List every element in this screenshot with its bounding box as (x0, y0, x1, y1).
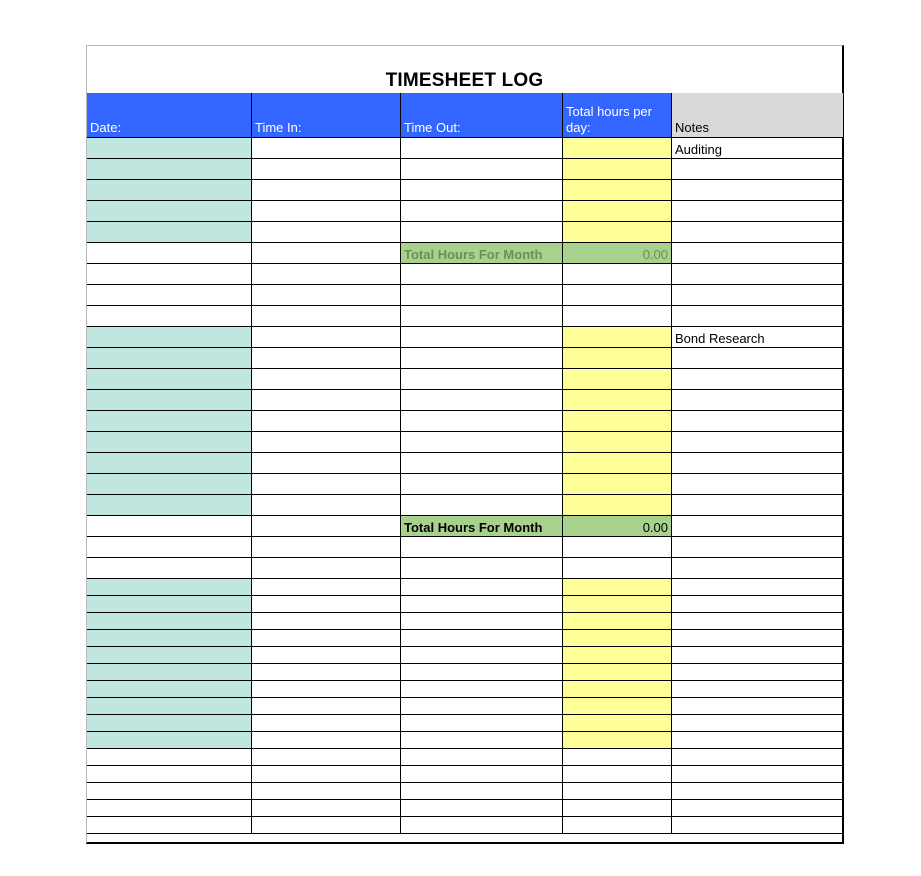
hours-cell[interactable] (563, 432, 672, 453)
notes-cell[interactable] (672, 613, 843, 630)
time-in-cell[interactable] (252, 264, 401, 285)
time-in-cell[interactable] (252, 537, 401, 558)
table-row (87, 390, 842, 411)
table-row (87, 348, 842, 369)
table-row (87, 138, 842, 159)
notes-cell[interactable] (672, 732, 843, 749)
hours-cell[interactable] (563, 285, 672, 306)
date-cell[interactable] (87, 630, 252, 647)
time-in-cell[interactable] (252, 201, 401, 222)
table-row (87, 630, 842, 647)
date-cell[interactable] (87, 180, 252, 201)
time-out-cell[interactable] (401, 817, 563, 834)
time-in-cell[interactable] (252, 495, 401, 516)
date-cell[interactable] (87, 348, 252, 369)
notes-cell[interactable] (672, 715, 843, 732)
hours-cell[interactable] (563, 664, 672, 681)
table-row (87, 432, 842, 453)
time-out-cell[interactable] (401, 348, 563, 369)
notes-cell[interactable] (672, 800, 843, 817)
hours-cell[interactable] (563, 558, 672, 579)
table-row (87, 783, 842, 800)
time-in-cell[interactable] (252, 411, 401, 432)
date-cell[interactable] (87, 783, 252, 800)
time-out-cell[interactable] (401, 613, 563, 630)
total-hours-header-label: Total hours per day: (566, 104, 652, 135)
notes-cell[interactable] (672, 579, 843, 596)
time-in-cell[interactable] (252, 516, 401, 537)
title-row (87, 46, 842, 93)
notes-cell[interactable] (672, 749, 843, 766)
notes-cell[interactable] (672, 159, 843, 180)
date-header (87, 93, 252, 138)
hours-cell[interactable] (563, 613, 672, 630)
notes-cell[interactable] (672, 180, 843, 201)
time-out-header (401, 93, 563, 138)
time-out-cell[interactable] (401, 647, 563, 664)
hours-cell[interactable] (563, 453, 672, 474)
notes-cell[interactable] (672, 664, 843, 681)
time-out-cell[interactable] (401, 306, 563, 327)
table-row (87, 306, 842, 327)
date-cell[interactable] (87, 749, 252, 766)
hours-cell[interactable] (563, 138, 672, 159)
time-in-cell[interactable] (252, 327, 401, 348)
notes-cell[interactable]: Bond Research (672, 327, 843, 348)
time-in-cell[interactable] (252, 474, 401, 495)
notes-cell[interactable] (672, 432, 843, 453)
time-in-cell[interactable] (252, 664, 401, 681)
table-row (87, 715, 842, 732)
date-cell[interactable] (87, 579, 252, 596)
notes-cell[interactable]: Auditing (672, 138, 843, 159)
table-row (87, 495, 842, 516)
time-in-cell[interactable] (252, 817, 401, 834)
table-row (87, 327, 842, 348)
table-row (87, 180, 842, 201)
time-out-cell[interactable] (401, 783, 563, 800)
time-in-cell[interactable] (252, 390, 401, 411)
table-row (87, 453, 842, 474)
date-cell[interactable] (87, 766, 252, 783)
date-cell[interactable] (87, 222, 252, 243)
time-out-cell[interactable] (401, 698, 563, 715)
hours-cell[interactable] (563, 474, 672, 495)
time-in-header (252, 93, 401, 138)
notes-cell[interactable] (672, 453, 843, 474)
hours-cell[interactable] (563, 306, 672, 327)
date-cell[interactable] (87, 474, 252, 495)
time-out-cell[interactable] (401, 558, 563, 579)
hours-cell[interactable] (563, 222, 672, 243)
time-out-cell[interactable] (401, 474, 563, 495)
notes-cell[interactable] (672, 558, 843, 579)
time-in-cell[interactable] (252, 432, 401, 453)
time-out-cell[interactable] (401, 664, 563, 681)
time-out-cell[interactable] (401, 800, 563, 817)
table-row (87, 369, 842, 390)
time-out-cell[interactable] (401, 201, 563, 222)
date-cell[interactable] (87, 800, 252, 817)
time-out-cell[interactable] (401, 285, 563, 306)
date-cell[interactable] (87, 495, 252, 516)
date-cell[interactable] (87, 715, 252, 732)
notes-cell[interactable] (672, 766, 843, 783)
date-cell[interactable] (87, 201, 252, 222)
time-out-cell[interactable] (401, 495, 563, 516)
hours-cell[interactable] (563, 749, 672, 766)
notes-cell[interactable] (672, 264, 843, 285)
hours-cell[interactable] (563, 630, 672, 647)
notes-cell[interactable] (672, 201, 843, 222)
date-cell[interactable] (87, 243, 252, 264)
table-row (87, 732, 842, 749)
time-in-cell[interactable] (252, 596, 401, 613)
time-out-cell[interactable] (401, 579, 563, 596)
table-row (87, 579, 842, 596)
date-cell[interactable] (87, 681, 252, 698)
time-out-cell[interactable] (401, 138, 563, 159)
hours-cell[interactable] (563, 369, 672, 390)
hours-cell[interactable] (563, 596, 672, 613)
date-cell[interactable] (87, 516, 252, 537)
date-cell[interactable] (87, 432, 252, 453)
notes-cell[interactable] (672, 243, 843, 264)
notes-cell[interactable] (672, 411, 843, 432)
date-cell[interactable] (87, 138, 252, 159)
notes-cell[interactable] (672, 647, 843, 664)
time-in-cell[interactable] (252, 579, 401, 596)
time-in-cell[interactable] (252, 766, 401, 783)
total-hours-value: 0.00 (563, 243, 672, 264)
date-header-label: Date: (90, 120, 122, 135)
date-cell[interactable] (87, 732, 252, 749)
total-row (87, 516, 842, 537)
total-hours-label: Total Hours For Month (401, 243, 563, 264)
time-in-header-label: Time In: (255, 120, 302, 135)
hours-cell[interactable] (563, 495, 672, 516)
hours-cell[interactable] (563, 537, 672, 558)
time-in-cell[interactable] (252, 647, 401, 664)
page-title: TIMESHEET LOG (385, 70, 544, 91)
time-in-cell[interactable] (252, 558, 401, 579)
timesheet-sheet (86, 45, 844, 844)
time-in-cell[interactable] (252, 453, 401, 474)
time-in-cell[interactable] (252, 800, 401, 817)
time-out-cell[interactable] (401, 159, 563, 180)
hours-cell[interactable] (563, 579, 672, 596)
date-cell[interactable] (87, 817, 252, 834)
table-row (87, 647, 842, 664)
table-row (87, 285, 842, 306)
time-in-cell[interactable] (252, 630, 401, 647)
time-in-cell[interactable] (252, 306, 401, 327)
notes-cell[interactable] (672, 698, 843, 715)
hours-cell[interactable] (563, 390, 672, 411)
total-hours-header (563, 93, 672, 138)
table-row (87, 749, 842, 766)
time-out-header-label: Time Out: (404, 120, 461, 135)
notes-cell[interactable] (672, 537, 843, 558)
notes-cell[interactable] (672, 306, 843, 327)
table-row (87, 558, 842, 579)
time-out-cell[interactable] (401, 715, 563, 732)
notes-cell[interactable] (672, 681, 843, 698)
hours-cell[interactable] (563, 766, 672, 783)
total-hours-label: Total Hours For Month (401, 516, 563, 537)
notes-cell[interactable] (672, 630, 843, 647)
table-row (87, 766, 842, 783)
time-out-cell[interactable] (401, 264, 563, 285)
time-out-cell[interactable] (401, 766, 563, 783)
total-row (87, 243, 842, 264)
time-out-cell[interactable] (401, 369, 563, 390)
notes-cell[interactable] (672, 516, 843, 537)
table-row (87, 201, 842, 222)
notes-cell[interactable] (672, 783, 843, 800)
hours-cell[interactable] (563, 715, 672, 732)
time-in-cell[interactable] (252, 369, 401, 390)
notes-cell[interactable] (672, 348, 843, 369)
hours-cell[interactable] (563, 327, 672, 348)
date-cell[interactable] (87, 537, 252, 558)
date-cell[interactable] (87, 264, 252, 285)
date-cell[interactable] (87, 558, 252, 579)
date-cell[interactable] (87, 698, 252, 715)
notes-cell[interactable] (672, 495, 843, 516)
table-row (87, 596, 842, 613)
time-out-cell[interactable] (401, 390, 563, 411)
table-row (87, 664, 842, 681)
notes-header-label: Notes (675, 120, 709, 135)
date-cell[interactable] (87, 613, 252, 630)
notes-cell[interactable] (672, 369, 843, 390)
time-in-cell[interactable] (252, 138, 401, 159)
time-out-cell[interactable] (401, 537, 563, 558)
time-out-cell[interactable] (401, 411, 563, 432)
time-out-cell[interactable] (401, 732, 563, 749)
notes-cell[interactable] (672, 222, 843, 243)
time-in-cell[interactable] (252, 348, 401, 369)
time-out-cell[interactable] (401, 749, 563, 766)
hours-cell[interactable] (563, 348, 672, 369)
time-out-cell[interactable] (401, 596, 563, 613)
time-out-cell[interactable] (401, 222, 563, 243)
hours-cell[interactable] (563, 264, 672, 285)
time-in-cell[interactable] (252, 180, 401, 201)
total-hours-value: 0.00 (563, 516, 672, 537)
notes-cell[interactable] (672, 474, 843, 495)
date-cell[interactable] (87, 369, 252, 390)
hours-cell[interactable] (563, 159, 672, 180)
time-in-cell[interactable] (252, 285, 401, 306)
hours-cell[interactable] (563, 201, 672, 222)
date-cell[interactable] (87, 647, 252, 664)
notes-cell[interactable] (672, 390, 843, 411)
time-in-cell[interactable] (252, 681, 401, 698)
notes-cell[interactable] (672, 285, 843, 306)
table-row (87, 159, 842, 180)
time-in-cell[interactable] (252, 715, 401, 732)
date-cell[interactable] (87, 327, 252, 348)
date-cell[interactable] (87, 664, 252, 681)
time-out-cell[interactable] (401, 630, 563, 647)
date-cell[interactable] (87, 390, 252, 411)
time-out-cell[interactable] (401, 681, 563, 698)
time-out-cell[interactable] (401, 180, 563, 201)
date-cell[interactable] (87, 306, 252, 327)
hours-cell[interactable] (563, 783, 672, 800)
table-row (87, 537, 842, 558)
notes-cell[interactable] (672, 817, 843, 834)
time-in-cell[interactable] (252, 698, 401, 715)
hours-cell[interactable] (563, 681, 672, 698)
table-row (87, 264, 842, 285)
time-out-cell[interactable] (401, 453, 563, 474)
time-in-cell[interactable] (252, 749, 401, 766)
date-cell[interactable] (87, 285, 252, 306)
date-cell[interactable] (87, 453, 252, 474)
hours-cell[interactable] (563, 180, 672, 201)
date-cell[interactable] (87, 596, 252, 613)
time-in-cell[interactable] (252, 613, 401, 630)
date-cell[interactable] (87, 159, 252, 180)
table-row (87, 698, 842, 715)
time-in-cell[interactable] (252, 783, 401, 800)
time-in-cell[interactable] (252, 222, 401, 243)
hours-cell[interactable] (563, 647, 672, 664)
table-row (87, 222, 842, 243)
hours-cell[interactable] (563, 698, 672, 715)
time-out-cell[interactable] (401, 432, 563, 453)
notes-cell[interactable] (672, 596, 843, 613)
table-row (87, 817, 842, 834)
table-row (87, 613, 842, 630)
table-row (87, 411, 842, 432)
table-row (87, 474, 842, 495)
date-cell[interactable] (87, 411, 252, 432)
notes-header (672, 93, 843, 138)
table-row (87, 681, 842, 698)
hours-cell[interactable] (563, 817, 672, 834)
hours-cell[interactable] (563, 732, 672, 749)
time-in-cell[interactable] (252, 732, 401, 749)
time-in-cell[interactable] (252, 243, 401, 264)
hours-cell[interactable] (563, 800, 672, 817)
time-in-cell[interactable] (252, 159, 401, 180)
hours-cell[interactable] (563, 411, 672, 432)
table-row (87, 800, 842, 817)
time-out-cell[interactable] (401, 327, 563, 348)
